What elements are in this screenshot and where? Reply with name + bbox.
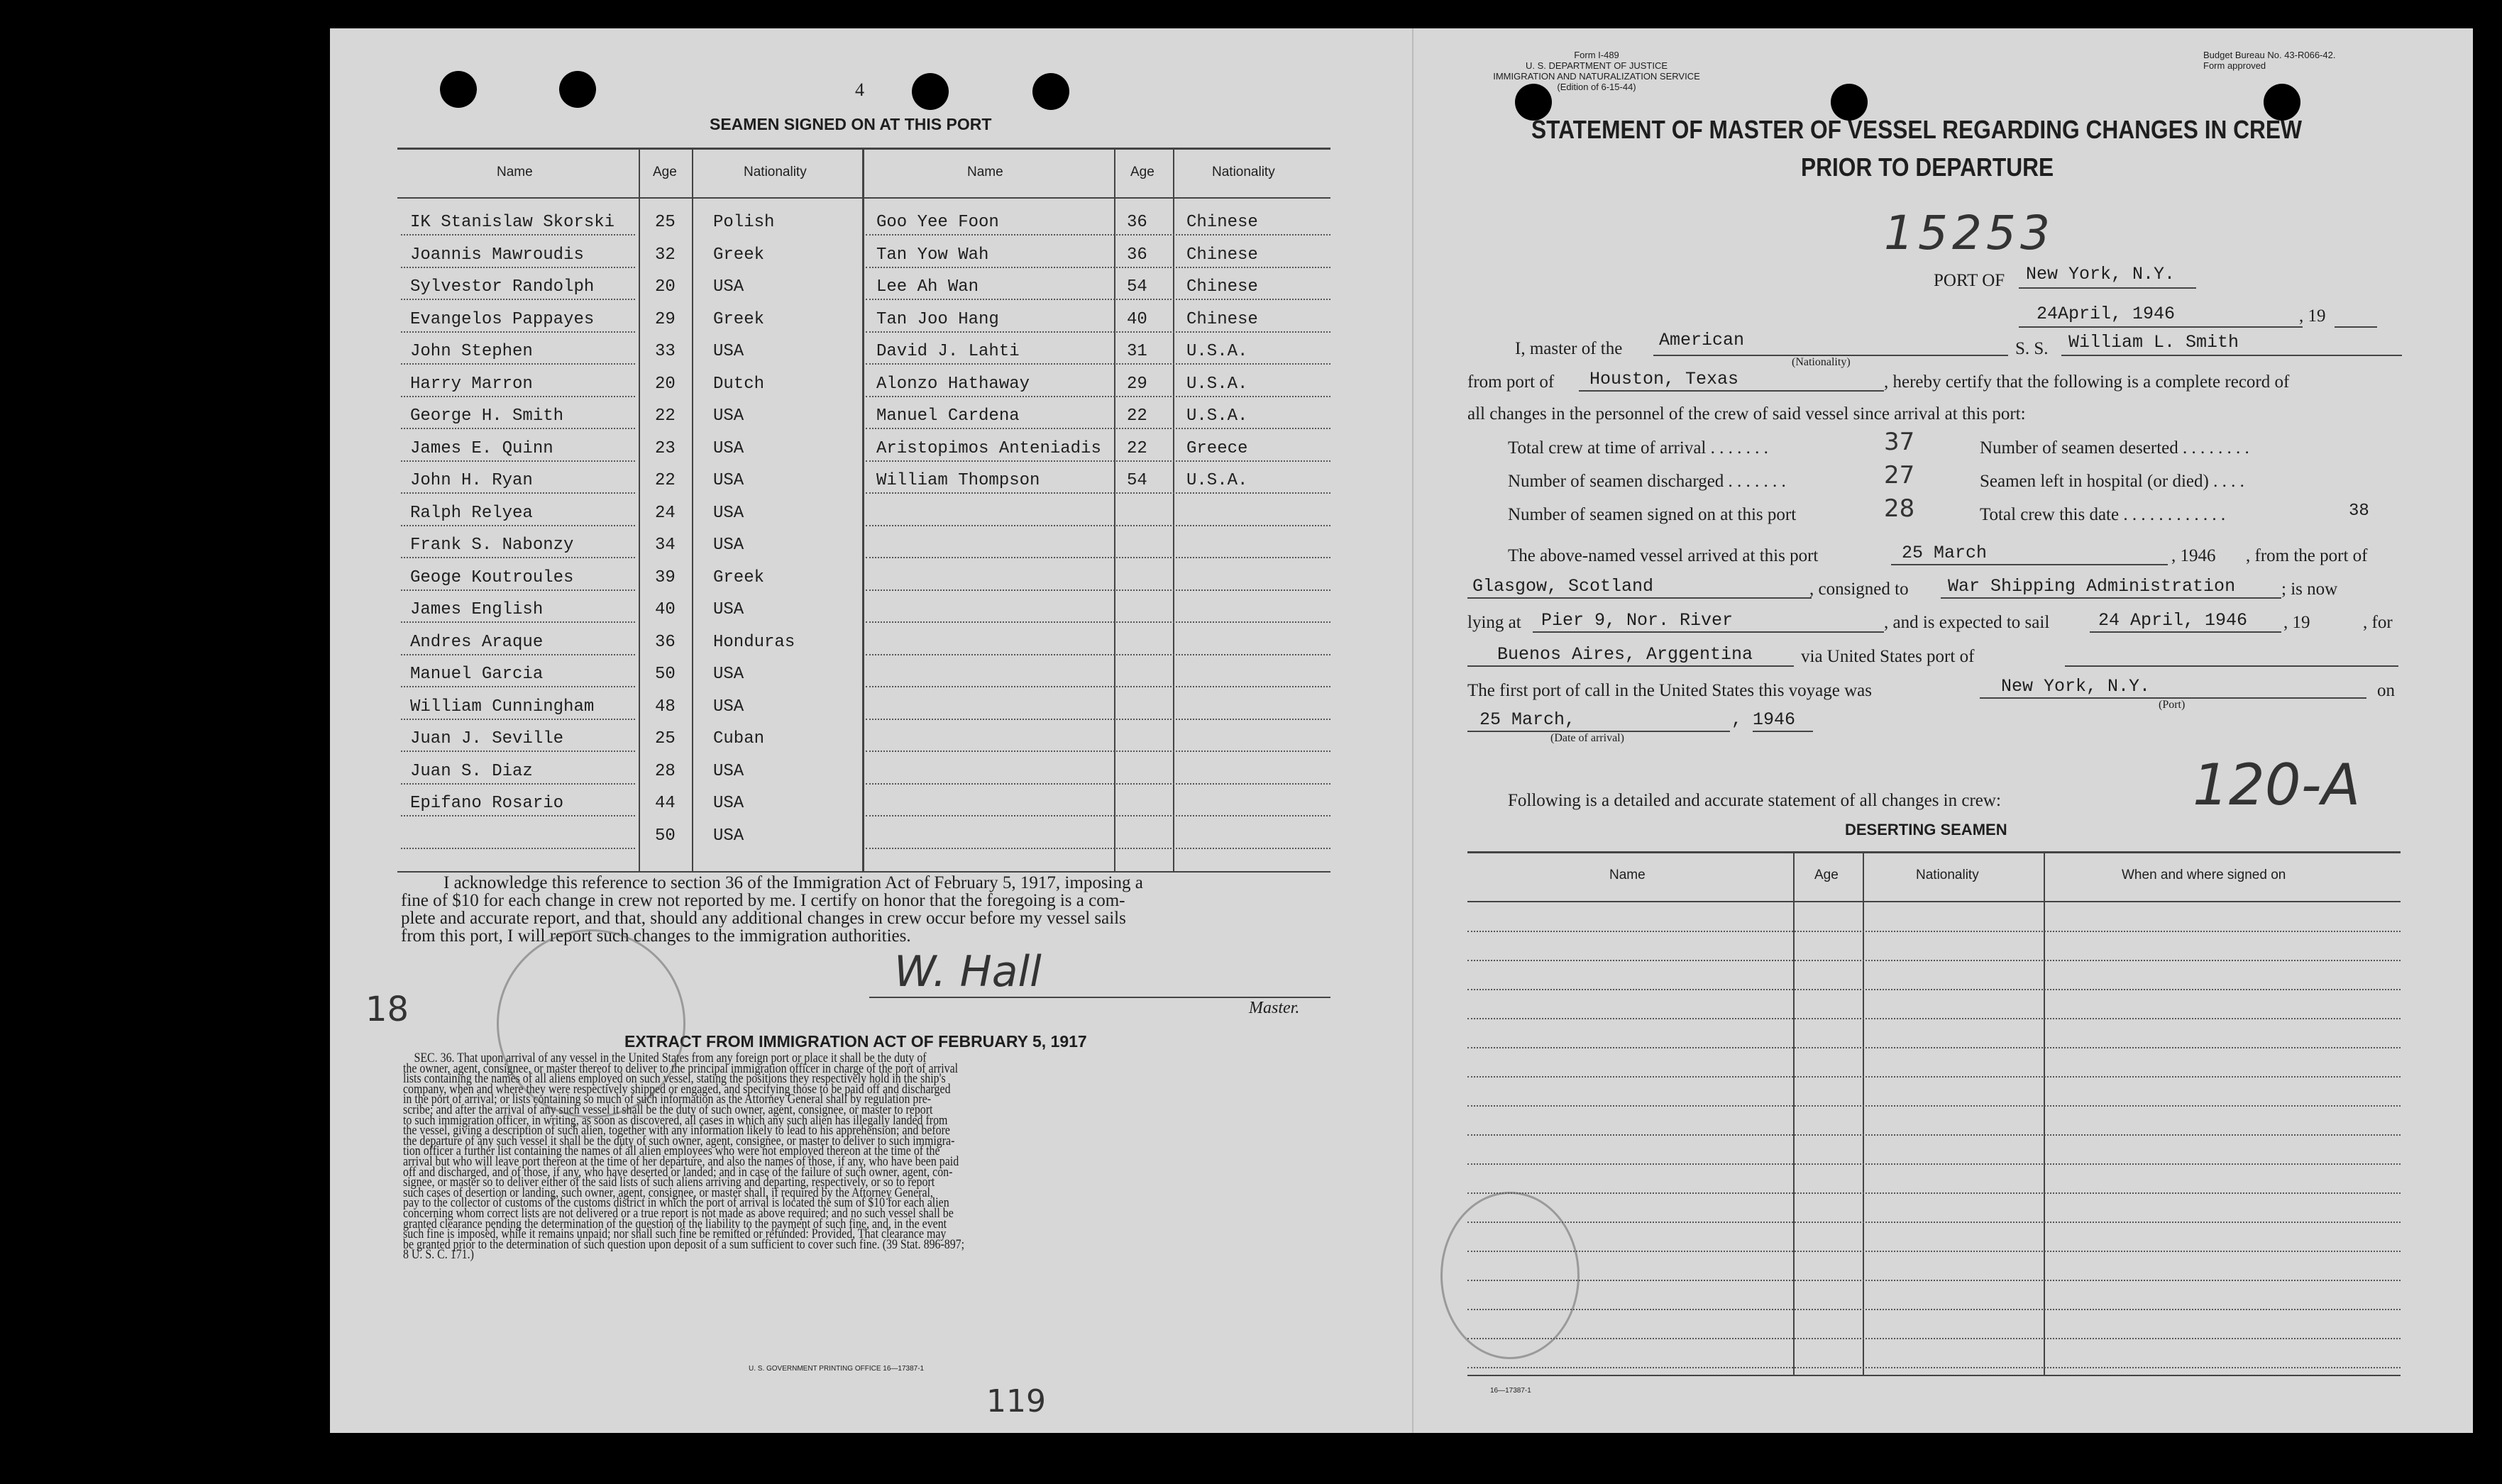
extract-line: the owner, agent, consignee, or master thereof to deliver to the principal immigration officer in charge of the port of arrival <box>403 1061 959 1076</box>
crew-nationality: Chinese <box>1186 245 1258 265</box>
desert-row-rule <box>1467 1367 2401 1368</box>
crew-name: Lee Ah Wan <box>876 277 979 297</box>
year-19: , 19 <box>2299 306 2326 326</box>
crew-name: Juan J. Seville <box>410 729 564 748</box>
crew-name: Ralph Relyea <box>410 503 533 523</box>
crew-name: Sylvestor Randolph <box>410 277 595 297</box>
crew-nationality: Chinese <box>1186 213 1258 232</box>
right-printer-line: 16—17387-1 <box>1490 1387 1531 1395</box>
row-rule <box>866 719 1330 720</box>
row-rule <box>866 460 1330 462</box>
lying-at-label: lying at <box>1467 613 1521 632</box>
port-of-value: New York, N.Y. <box>2026 264 2176 284</box>
crew-age: 40 <box>1127 309 1147 329</box>
bottom-note: 119 <box>986 1383 1046 1419</box>
crew-nationality: USA <box>713 277 744 297</box>
crew-age: 22 <box>655 406 676 426</box>
extract-line: off and discharged, and of those, if any, who have deserted or landed; and in case of the failure of such owner, agent, con- <box>403 1165 953 1180</box>
from-port-value: Houston, Texas <box>1589 369 1739 389</box>
crew-age: 29 <box>655 309 676 329</box>
crew-nationality: Polish <box>713 213 775 232</box>
row-rule <box>866 783 1330 785</box>
row-rule <box>866 848 1330 849</box>
for-label: , for <box>2363 613 2393 632</box>
crew-age: 32 <box>655 245 676 265</box>
desert-row-rule <box>1467 1076 2401 1078</box>
origin-port: Glasgow, Scotland <box>1472 576 1654 597</box>
extract-line: the vessel, giving a description of such alien, together with any information likely to lead to his apprehension; and before <box>403 1124 951 1139</box>
crew-name: George H. Smith <box>410 406 564 426</box>
row-rule <box>866 331 1330 333</box>
col-header-age: Age <box>653 165 677 179</box>
crew-age: 28 <box>655 761 676 781</box>
nationality-value: American <box>1659 330 1745 350</box>
desert-row-rule <box>1467 1047 2401 1048</box>
extract-line: 8 U. S. C. 171.) <box>403 1248 474 1263</box>
crew-age: 44 <box>655 794 676 813</box>
crew-name: James E. Quinn <box>410 438 553 458</box>
crew-age: 25 <box>655 729 676 748</box>
row-rule <box>866 234 1330 236</box>
col-header-age-2: Age <box>1130 165 1154 179</box>
crew-age: 20 <box>655 277 676 297</box>
crew-nationality: Chinese <box>1186 277 1258 297</box>
col-header-name-2: Name <box>967 165 1003 179</box>
crew-age: 39 <box>655 567 676 587</box>
extract-line: concerning whom correct lists are not delivered or a true report is not made as above required; and no such vessel shall be <box>403 1206 954 1221</box>
nationality-caption: (Nationality) <box>1792 356 1851 368</box>
extract-line: tion officer a further list containing the names of all alien employees who were not employed thereon at the time of the <box>403 1144 940 1159</box>
stat-discharged-value: 27 <box>1884 461 1915 489</box>
crew-age: 23 <box>655 438 676 458</box>
row-rule <box>866 299 1330 300</box>
arrived-date: 25 March <box>1902 543 1988 563</box>
crew-name: Epifano Rosario <box>410 794 564 813</box>
form-header: Form I-489 U. S. DEPARTMENT OF JUSTICE IMMIGRATION AND NATURALIZATION SERVICE (Edition of 6-15-44) <box>1493 50 1700 92</box>
ss-label: S. S. <box>2015 339 2049 358</box>
crew-nationality: U.S.A. <box>1186 374 1248 394</box>
budget-note: Budget Bureau No. 43-R066-42. Form approved <box>2203 50 2336 71</box>
first-port-label: The first port of call in the United States this voyage was <box>1467 681 1873 700</box>
row-rule <box>866 525 1330 526</box>
date-stamp <box>1440 1192 1580 1359</box>
destination-value: Buenos Aires, Arggentina <box>1497 644 1753 665</box>
punch-hole <box>1032 73 1069 110</box>
row-rule <box>866 428 1330 429</box>
is-now-label: ; is now <box>2281 580 2338 599</box>
extract-line: arrival but who will leave port thereon at the time of her departure, and also the names of those, if any, who have been paid <box>403 1154 959 1169</box>
stat-total-crew-value: 38 <box>2349 502 2369 521</box>
crew-nationality: USA <box>713 794 744 813</box>
all-changes-text: all changes in the personnel of the crew of said vessel since arrival at this port: <box>1467 404 2026 423</box>
crew-age: 50 <box>655 665 676 684</box>
crew-age: 54 <box>1127 277 1147 297</box>
stat-crew-arrival-value: 37 <box>1884 428 1915 456</box>
master-signature: W. Hall <box>894 947 1042 997</box>
file-number: 15253 <box>1884 206 2054 260</box>
punch-hole <box>440 71 477 108</box>
crew-nationality: USA <box>713 342 744 361</box>
desert-row-rule <box>1467 989 2401 990</box>
desert-row-rule <box>1467 1309 2401 1310</box>
extract-line: the departure of any such vessel it shall be the duty of such owner, agent, consignee, or master to deliver to such immigra- <box>403 1134 955 1148</box>
crew-nationality: U.S.A. <box>1186 342 1248 361</box>
consigned-label: , consigned to <box>1809 580 1909 599</box>
crew-name: Manuel Garcia <box>410 665 544 684</box>
desert-col-when: When and where signed on <box>2122 868 2286 882</box>
desert-row-rule <box>1467 1105 2401 1107</box>
crew-nationality: USA <box>713 406 744 426</box>
desert-row-rule <box>1467 1018 2401 1019</box>
desert-row-rule <box>1467 1338 2401 1339</box>
crew-name: Juan S. Diaz <box>410 761 533 781</box>
stat-signed-on-value: 28 <box>1884 494 1915 523</box>
row-rule <box>866 589 1330 591</box>
desert-row-rule <box>1467 1222 2401 1223</box>
crew-age: 33 <box>655 342 676 361</box>
desert-row-rule <box>1467 1192 2401 1194</box>
form-title-line-2: PRIOR TO DEPARTURE <box>1801 153 2054 182</box>
crew-nationality: USA <box>713 503 744 523</box>
crew-age: 36 <box>1127 245 1147 265</box>
consignee-value: War Shipping Administration <box>1948 576 2236 597</box>
page-number: 4 <box>855 79 864 100</box>
col-header-nationality-2: Nationality <box>1212 165 1275 179</box>
first-port-value: New York, N.Y. <box>2001 676 2151 697</box>
arrival-date-value: 25 March, <box>1479 709 1576 730</box>
row-rule <box>866 396 1330 397</box>
margin-note: 18 <box>365 990 409 1029</box>
crew-age: 54 <box>1127 471 1147 490</box>
crew-name: Tan Yow Wah <box>876 245 989 265</box>
desert-row-rule <box>1467 1163 2401 1165</box>
crew-name: Goo Yee Foon <box>876 213 999 232</box>
arrived-year: , 1946 <box>2171 546 2216 565</box>
crew-name: Frank S. Nabonzy <box>410 536 574 555</box>
crew-nationality: U.S.A. <box>1186 406 1248 426</box>
via-label: via United States port of <box>1801 647 1975 666</box>
crew-age: 36 <box>655 632 676 652</box>
row-rule <box>866 557 1330 558</box>
crew-nationality: Greek <box>713 309 765 329</box>
crew-nationality: USA <box>713 761 744 781</box>
port-caption: (Port) <box>2159 699 2186 711</box>
crew-age: 22 <box>1127 438 1147 458</box>
port-of-label: PORT OF <box>1934 271 2005 290</box>
deserting-title: DESERTING SEAMEN <box>1845 821 2007 838</box>
printer-line: U. S. GOVERNMENT PRINTING OFFICE 16—17387-1 <box>749 1365 925 1373</box>
reference-number: 120-A <box>2193 752 2361 818</box>
stat-total-crew: Total crew this date . . . . . . . . . . . . <box>1980 505 2226 524</box>
col-header-name: Name <box>497 165 533 179</box>
page-fold <box>1412 28 1413 1433</box>
crew-nationality: USA <box>713 438 744 458</box>
stat-deserted: Number of seamen deserted . . . . . . . . <box>1980 438 2249 458</box>
crew-nationality: USA <box>713 471 744 490</box>
crew-name: Tan Joo Hang <box>876 309 999 329</box>
on-label: on <box>2377 681 2395 700</box>
extract-line: be granted prior to the determination of such question upon deposit of a sum sufficient to cover such fine. (39 Stat. 896-897; <box>403 1237 965 1252</box>
crew-age: 40 <box>655 600 676 619</box>
desert-row-rule <box>1467 1134 2401 1136</box>
crew-age: 34 <box>655 536 676 555</box>
crew-name: Alonzo Hathaway <box>876 374 1030 394</box>
crew-nationality: USA <box>713 536 744 555</box>
extract-line: to such immigration officer, in writing, as soon as discovered, all cases in which any such alien has illegally landed from <box>403 1113 948 1128</box>
punch-hole <box>559 71 596 108</box>
row-rule <box>866 267 1330 268</box>
master-of-label: I, master of the <box>1515 339 1623 358</box>
date-stamp <box>497 929 685 1118</box>
desert-col-age: Age <box>1814 868 1839 882</box>
statement-date: 24April, 1946 <box>2037 304 2176 324</box>
crew-name: Manuel Cardena <box>876 406 1020 426</box>
crew-nationality: U.S.A. <box>1186 471 1248 490</box>
crew-age: 50 <box>655 826 676 846</box>
row-rule <box>866 621 1330 623</box>
ship-name: William L. Smith <box>2068 332 2239 353</box>
stat-hospital: Seamen left in hospital (or died) . . . . <box>1980 472 2244 491</box>
date-arrival-caption: (Date of arrival) <box>1550 732 1624 744</box>
crew-name: John H. Ryan <box>410 471 533 490</box>
certify-text: , hereby certify that the following is a complete record of <box>1884 372 2290 392</box>
extract-line: pay to the collector of customs of the customs district in which the port of arrival is located the sum of $10 for each alien <box>403 1196 949 1211</box>
desert-row-rule <box>1467 931 2401 932</box>
sail-year-19: , 19 <box>2283 613 2310 632</box>
crew-nationality: USA <box>713 600 744 619</box>
stat-signed-on: Number of seamen signed on at this port <box>1508 505 1797 524</box>
crew-name: Andres Araque <box>410 632 544 652</box>
extract-line: in the port of arrival; or lists containing so much of such information as the Attorney General shall by regulation pre- <box>403 1092 932 1107</box>
crew-name: Geoge Koutroules <box>410 567 574 587</box>
arrived-label: The above-named vessel arrived at this port <box>1508 546 1819 565</box>
crew-nationality: Chinese <box>1186 309 1258 329</box>
crew-nationality: Greek <box>713 245 765 265</box>
master-label: Master. <box>1249 999 1300 1017</box>
extract-title: EXTRACT FROM IMMIGRATION ACT OF FEBRUARY 5, 1917 <box>624 1032 1087 1051</box>
row-rule <box>866 686 1330 687</box>
desert-row-rule <box>1467 960 2401 961</box>
crew-nationality: Cuban <box>713 729 765 748</box>
crew-nationality: Dutch <box>713 374 765 394</box>
stat-crew-arrival: Total crew at time of arrival . . . . . . . <box>1508 438 1768 458</box>
crew-name: IK Stanislaw Skorski <box>410 213 615 232</box>
row-rule <box>866 492 1330 494</box>
desert-row-rule <box>1467 1280 2401 1281</box>
crew-age: 20 <box>655 374 676 394</box>
arrival-year: , 1946 <box>1731 709 1796 730</box>
crew-name: Harry Marron <box>410 374 533 394</box>
sail-date: 24 April, 1946 <box>2098 610 2248 631</box>
crew-age: 22 <box>1127 406 1147 426</box>
desert-row-rule <box>1467 1251 2401 1252</box>
crew-age: 25 <box>655 213 676 232</box>
form-title-line-1: STATEMENT OF MASTER OF VESSEL REGARDING CHANGES IN CREW <box>1531 115 2302 144</box>
from-port-of-label: , from the port of <box>2246 546 2368 565</box>
extract-line: such fine is imposed, while it remains unpaid; nor shall such fine be remitted or refunded: Provided, That clearance may <box>403 1227 947 1242</box>
extract-line: granted clearance pending the determination of the question of the liability to the payment of such fine, and, in the event <box>403 1217 947 1231</box>
crew-age: 36 <box>1127 213 1147 232</box>
left-table-title: SEAMEN SIGNED ON AT THIS PORT <box>710 115 992 133</box>
from-port-label: from port of <box>1467 372 1555 392</box>
stat-discharged: Number of seamen discharged . . . . . . . <box>1508 472 1786 491</box>
row-rule <box>866 363 1330 365</box>
crew-name: William Thompson <box>876 471 1040 490</box>
extract-line: signee, or master so to deliver either of the said lists of such aliens arriving and departing, respectively, or so to report <box>403 1175 935 1190</box>
crew-name: James English <box>410 600 544 619</box>
crew-nationality: USA <box>713 665 744 684</box>
crew-name: William Cunningham <box>410 697 595 716</box>
extract-line: SEC. 36. That upon arrival of any vessel in the United States from any foreign port or place it shall be the duty of <box>414 1051 927 1065</box>
crew-nationality: Greek <box>713 567 765 587</box>
crew-age: 29 <box>1127 374 1147 394</box>
crew-name: David J. Lahti <box>876 342 1020 361</box>
crew-nationality: Honduras <box>713 632 795 652</box>
crew-nationality: USA <box>713 697 744 716</box>
extract-line: company, when and where they were respectively shipped or engaged, and specifying those to be paid off and discharged <box>403 1082 951 1097</box>
expected-label: , and is expected to sail <box>1884 613 2050 632</box>
crew-nationality: USA <box>713 826 744 846</box>
row-rule <box>866 815 1330 816</box>
desert-col-name: Name <box>1609 868 1646 882</box>
crew-nationality: Greece <box>1186 438 1248 458</box>
extract-line: lists containing the names of all aliens employed on such vessel, stating the positions they respectively hold in the ship's <box>403 1072 946 1087</box>
row-rule <box>866 751 1330 752</box>
following-text: Following is a detailed and accurate statement of all changes in crew: <box>1508 791 2001 810</box>
crew-age: 31 <box>1127 342 1147 361</box>
crew-name: Evangelos Pappayes <box>410 309 595 329</box>
acknowledgement: I acknowledge this reference to section 36 of the Immigration Act of February 5, 1917, imposing a fine of $10 for each change in crew not reported by me. I certify on honor that the foregoing is a com- plete and accurate report, and that, should any additional changes in crew occur before my vessel sails from this port, I will report such changes to the immigration authorities. <box>401 873 1143 946</box>
punch-hole <box>912 73 949 110</box>
crew-name: Aristopimos Anteniadis <box>876 438 1101 458</box>
crew-age: 22 <box>655 471 676 490</box>
desert-col-nationality: Nationality <box>1916 868 1979 882</box>
berth-value: Pier 9, Nor. River <box>1541 610 1734 631</box>
crew-age: 24 <box>655 503 676 523</box>
extract-line: scribe; and after the arrival of any such vessel it shall be the duty of such owner, agent, consignee, or master to report <box>403 1102 933 1117</box>
col-header-nationality: Nationality <box>744 165 807 179</box>
crew-name: John Stephen <box>410 342 533 361</box>
crew-name: Joannis Mawroudis <box>410 245 584 265</box>
extract-line: such cases of desertion or landing, such owner, agent, consignee, or master shall, if required by the Attorney General, <box>403 1185 933 1200</box>
crew-age: 48 <box>655 697 676 716</box>
row-rule <box>866 654 1330 655</box>
